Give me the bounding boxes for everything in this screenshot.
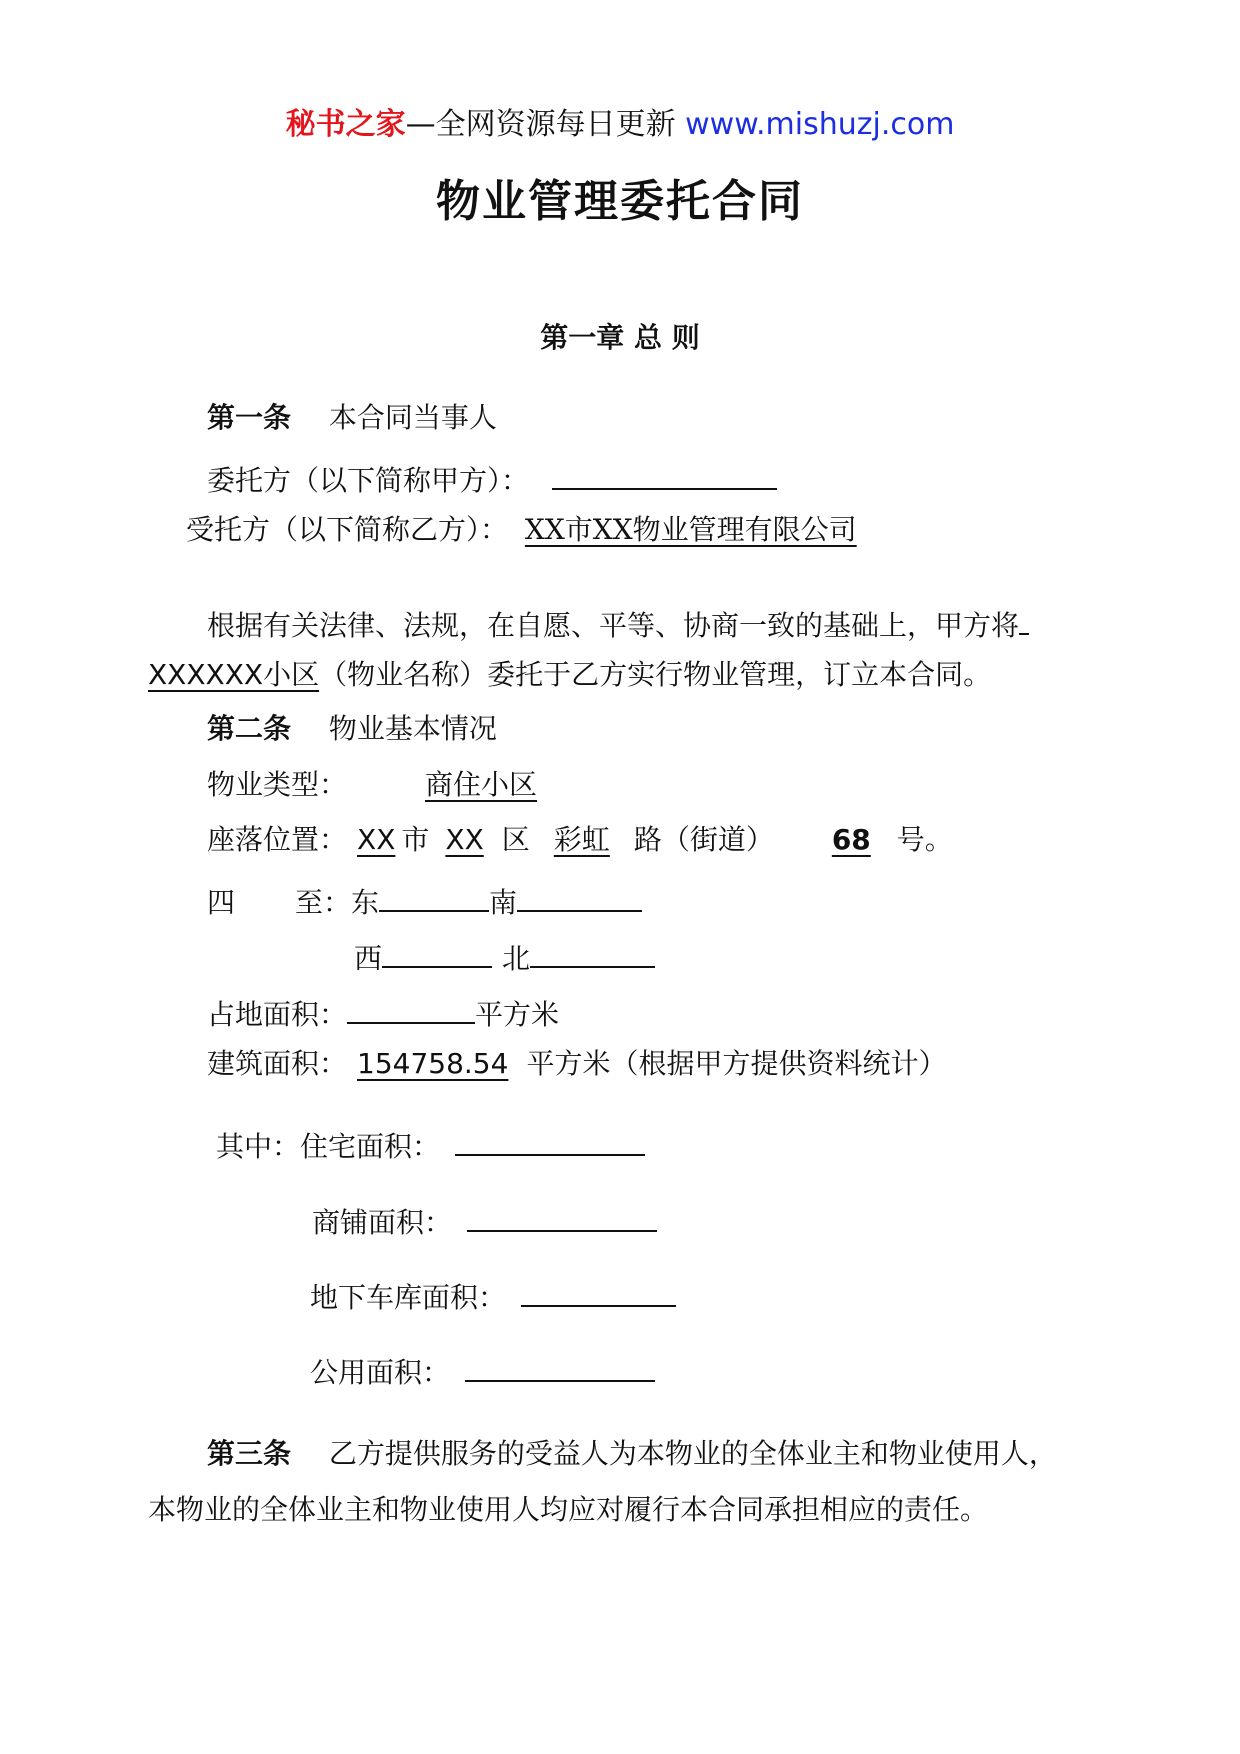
location-district: XX: [445, 823, 484, 856]
article2-title: 物业基本情况: [328, 712, 497, 745]
article3-label: 第三条: [207, 1437, 292, 1470]
preamble-text2: （物业名称）委托于乙方实行物业管理，订立本合同。: [319, 658, 992, 691]
bound-north-label: 北: [502, 942, 531, 975]
bound-north-blank[interactable]: [530, 932, 655, 968]
residential-area-label: 其中：住宅面积：: [216, 1130, 441, 1163]
bounds-line-2: [354, 932, 655, 979]
location-label: 座落位置：: [207, 823, 348, 856]
party-a-blank[interactable]: [552, 454, 777, 490]
residential-area-line: [216, 1120, 645, 1167]
land-area-blank[interactable]: [347, 988, 475, 1024]
location-city-unit: 市: [401, 823, 430, 856]
location-city: XX: [357, 823, 396, 856]
article2-label: 第二条: [207, 712, 292, 745]
garage-area-blank[interactable]: [521, 1271, 676, 1307]
party-b-line: [186, 510, 857, 550]
bounds-label-2: 至：: [295, 886, 352, 919]
bounds-label-1: 四: [207, 886, 236, 919]
land-area-line: [207, 988, 559, 1035]
party-a-line: [207, 454, 777, 501]
banner-url-link[interactable]: www.mishuzj.com: [685, 107, 955, 142]
property-name: XXXXXX小区: [148, 658, 320, 691]
building-area-value: 154758.54: [357, 1047, 509, 1080]
shop-area-label: 商铺面积：: [312, 1206, 453, 1239]
bounds-line-1: [207, 876, 642, 923]
site-banner: [0, 100, 1240, 150]
residential-area-blank[interactable]: [455, 1120, 645, 1156]
article3-line2: [148, 1490, 988, 1530]
bound-east-label: 东: [351, 886, 380, 919]
location-road-unit: 路（街道）: [633, 823, 774, 856]
shop-area-blank[interactable]: [467, 1196, 657, 1232]
bound-west-blank[interactable]: [382, 932, 492, 968]
bound-east-blank[interactable]: [379, 876, 489, 912]
public-area-blank[interactable]: [465, 1346, 655, 1382]
preamble-text1: 根据有关法律、法规，在自愿、平等、协商一致的基础上，甲方将: [207, 609, 1020, 642]
article2-line: [207, 709, 497, 749]
building-area-label: 建筑面积：: [207, 1047, 348, 1080]
location-road: 彩虹: [553, 823, 610, 856]
location-number: 68: [831, 823, 871, 856]
article1-line: [207, 398, 497, 438]
party-b-label: 受托方（以下简称乙方）：: [186, 513, 509, 546]
shop-area-line: [312, 1196, 657, 1243]
property-type-value: 商住小区: [425, 768, 538, 801]
location-district-unit: 区: [501, 823, 530, 856]
chapter-heading: 第一章 总 则: [540, 321, 700, 354]
property-type-line: [207, 765, 707, 805]
building-area-line: [207, 1044, 946, 1084]
land-area-label: 占地面积：: [207, 998, 348, 1031]
preamble-line2: [148, 655, 991, 695]
article3-text2: 本物业的全体业主和物业使用人均应对履行本合同承担相应的责任。: [148, 1493, 989, 1526]
banner-slogan: —全网资源每日更新: [405, 107, 676, 142]
land-area-unit: 平方米: [475, 998, 560, 1031]
public-area-line: [310, 1346, 655, 1393]
garage-area-label: 地下车库面积：: [310, 1281, 507, 1314]
property-type-label: 物业类型：: [207, 768, 348, 801]
preamble-line1: [207, 599, 1029, 646]
garage-area-line: [310, 1271, 676, 1318]
party-b-value: XX市XX物业管理有限公司: [524, 513, 857, 546]
bound-south-blank[interactable]: [517, 876, 642, 912]
article3-text1: 乙方提供服务的受益人为本物业的全体业主和物业使用人，: [328, 1437, 1057, 1470]
location-number-unit: 号。: [896, 823, 953, 856]
document-title: 物业管理委托合同: [436, 176, 804, 227]
banner-brand: 秘书之家: [285, 107, 406, 142]
party-a-label: 委托方（以下简称甲方）：: [207, 464, 530, 497]
location-line: [207, 820, 953, 860]
public-area-label: 公用面积：: [310, 1356, 451, 1389]
article1-title: 本合同当事人: [328, 401, 497, 434]
bound-south-label: 南: [489, 886, 518, 919]
article3-line1: [207, 1434, 1057, 1474]
building-area-unit: 平方米（根据甲方提供资料统计）: [526, 1047, 947, 1080]
article1-label: 第一条: [207, 401, 292, 434]
bound-west-label: 西: [354, 942, 383, 975]
